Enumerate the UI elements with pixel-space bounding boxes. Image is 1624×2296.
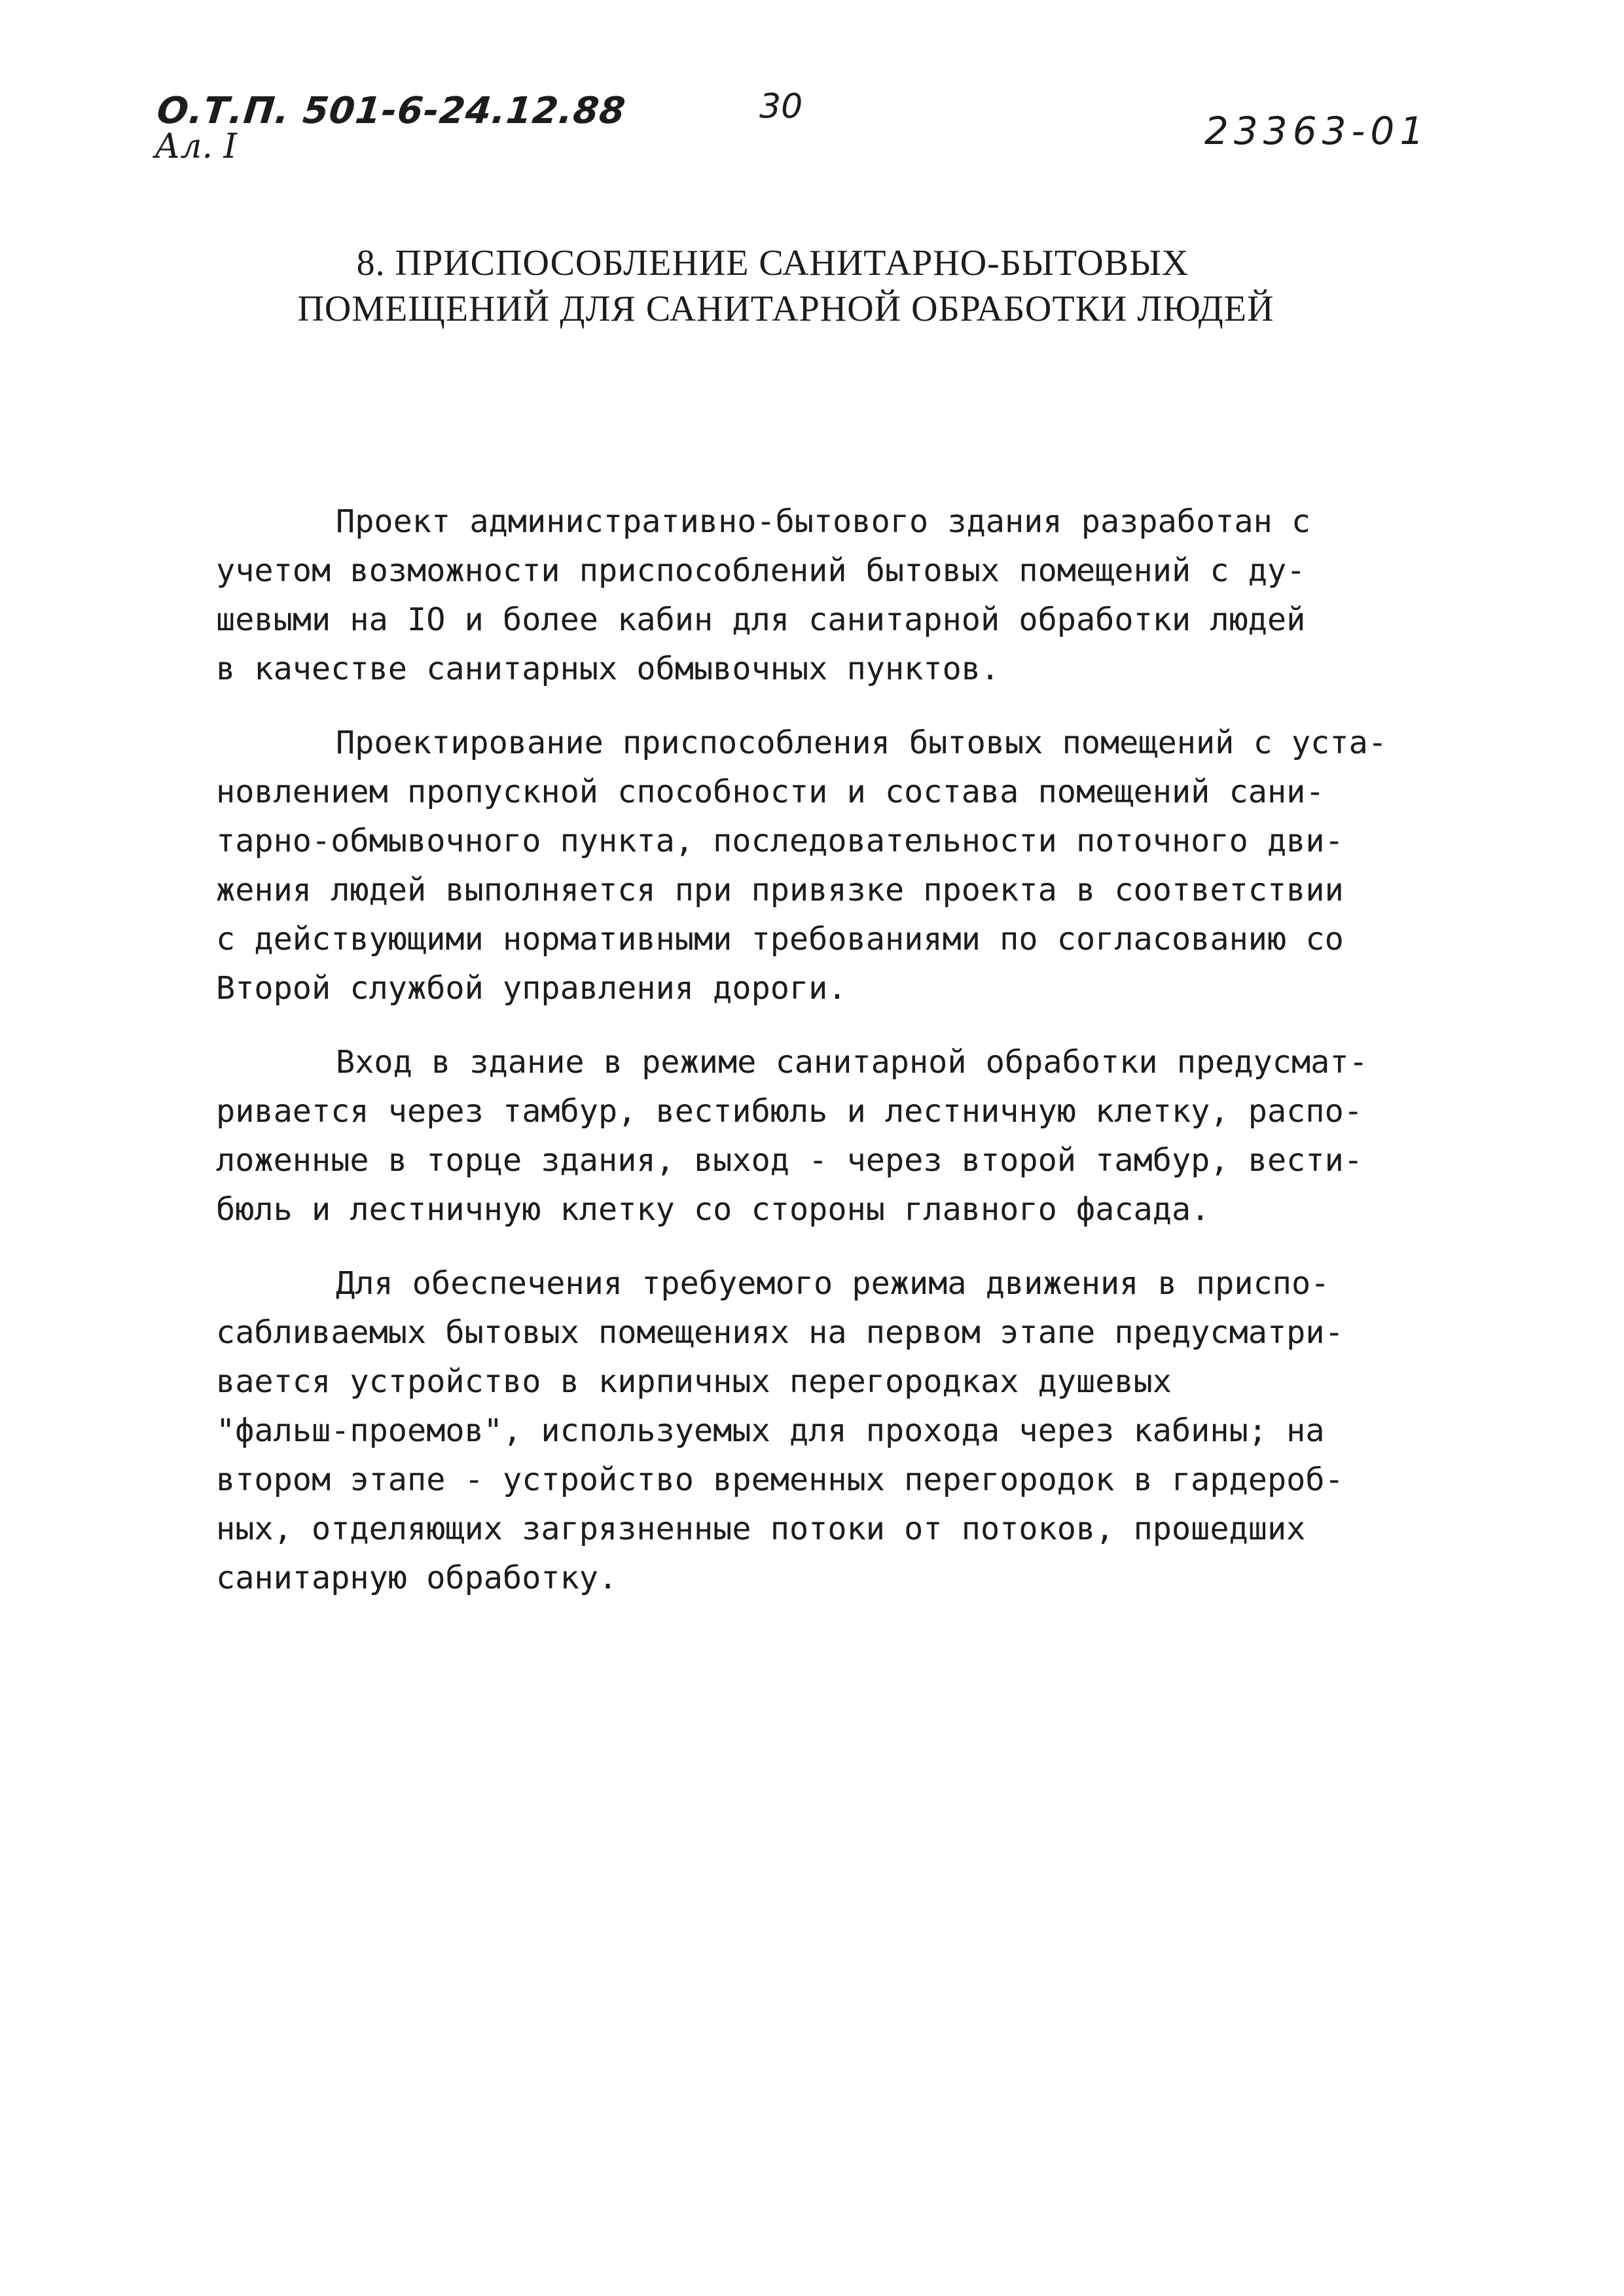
paragraph-4-line-1: Для обеспечения требуемого режима движения в приспо- bbox=[336, 1265, 1330, 1302]
paragraph-2-line-3: тарно-обмывочного пункта, последовательности поточного дви- bbox=[216, 823, 1344, 859]
paragraph-3-line-4: бюль и лестничную клетку со стороны главного фасада. bbox=[216, 1191, 1210, 1228]
page-number: 30 bbox=[759, 87, 803, 126]
paragraph-4-line-2: сабливаемых бытовых помещениях на первом этапе предусматри- bbox=[216, 1314, 1344, 1351]
paragraph-4-line-4: "фальш-проемов", используемых для прохода через кабины; на bbox=[216, 1412, 1325, 1449]
paragraph-1-line-4: в качестве санитарных обмывочных пунктов. bbox=[216, 651, 1000, 687]
paragraph-2-line-1: Проектирование приспособления бытовых помещений с уста- bbox=[336, 725, 1387, 761]
paragraph-3-line-2: ривается через тамбур, вестибюль и лестничную клетку, распо- bbox=[216, 1093, 1363, 1130]
document-reference: О.Т.П. 501-6-24.12.88 bbox=[154, 90, 628, 132]
paragraph-4-line-3: вается устройство в кирпичных перегородках душевых bbox=[216, 1363, 1172, 1400]
paragraph-4-line-5: втором этапе - устройство временных перегородок в гардероб- bbox=[216, 1462, 1344, 1498]
paragraph-1-line-2: учетом возможности приспособлений бытовых помещений с ду- bbox=[216, 552, 1306, 589]
document-code: 23363-01 bbox=[1204, 109, 1430, 153]
paragraph-spacer bbox=[216, 1234, 1479, 1259]
album-number: Ал. I bbox=[154, 127, 238, 166]
paragraph-spacer bbox=[216, 1013, 1479, 1038]
paragraph-1-line-3: шевыми на IO и более кабин для санитарной обработки людей bbox=[216, 601, 1306, 638]
body-text bbox=[216, 497, 1479, 1603]
paragraph-1-line-1: Проект административно-бытового здания разработан с bbox=[336, 503, 1311, 540]
paragraph-3-line-1: Вход в здание в режиме санитарной обработки предусмат- bbox=[336, 1044, 1368, 1081]
section-title-line-1: 8. ПРИСПОСОБЛЕНИЕ САНИТАРНО-БЫТОВЫХ bbox=[356, 243, 1189, 283]
paragraph-2-line-6: Второй службой управления дороги. bbox=[216, 970, 847, 1007]
paragraph-3-line-3: ложенные в торце здания, выход - через второй тамбур, вести- bbox=[216, 1142, 1363, 1179]
paragraph-2-line-5: с действующими нормативными требованиями по согласованию со bbox=[216, 921, 1344, 958]
paragraph-2-line-4: жения людей выполняется при привязке проекта в соответствии bbox=[216, 872, 1344, 908]
paragraph-4-line-6: ных, отделяющих загрязненные потоки от потоков, прошедших bbox=[216, 1511, 1306, 1547]
paragraph-spacer bbox=[216, 694, 1479, 719]
paragraph-2-line-2: новлением пропускной способности и состава помещений сани- bbox=[216, 774, 1325, 810]
paragraph-4-line-7: санитарную обработку. bbox=[216, 1560, 618, 1596]
section-title-line-2: ПОМЕЩЕНИЙ ДЛЯ САНИТАРНОЙ ОБРАБОТКИ ЛЮДЕЙ bbox=[297, 289, 1274, 329]
